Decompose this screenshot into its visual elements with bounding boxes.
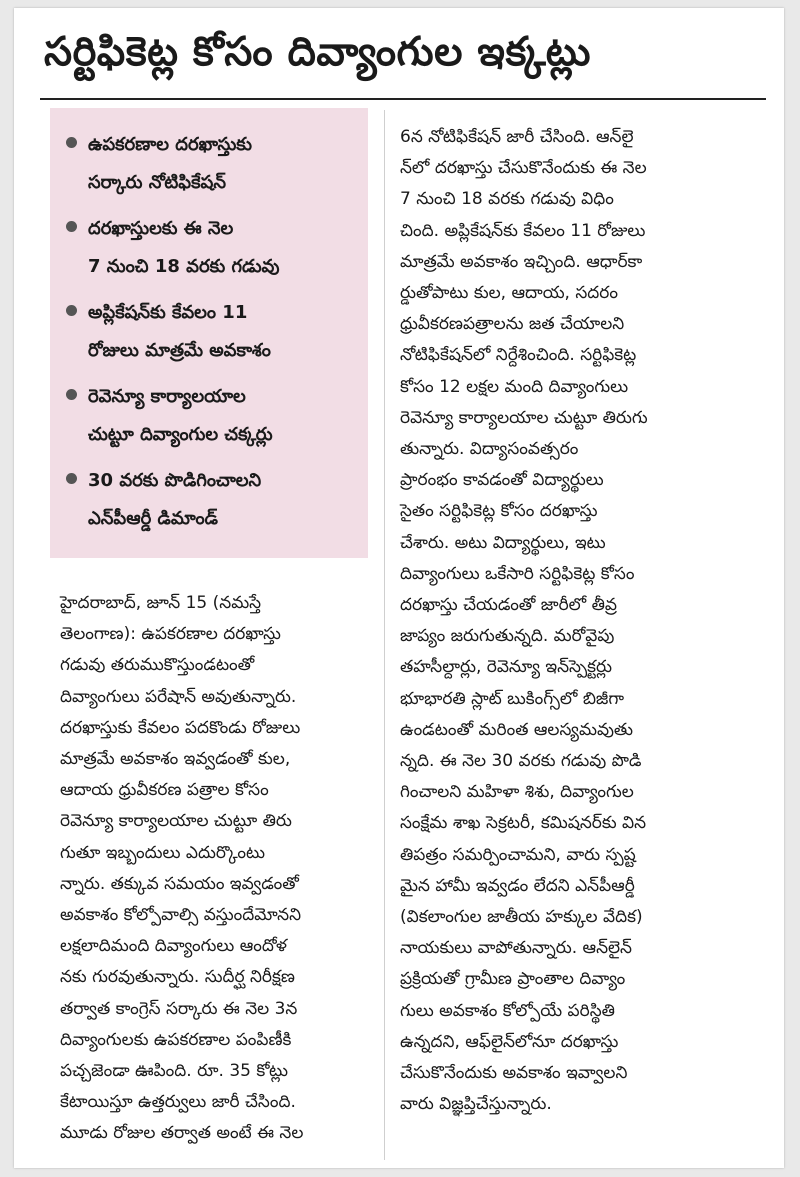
text-line: తహసీల్దార్లు, రెవెన్యూ ఇన్‌స్పెక్టర్లు — [400, 657, 612, 678]
text-line: నకు గురవుతున్నారు. సుదీర్ఘ నిరీక్షణ — [60, 967, 295, 988]
highlight-item — [62, 378, 358, 454]
text-line: ప్రారంభం కావడంతో విద్యార్థులు — [400, 470, 604, 491]
highlight-line: దరఖాస్తులకు ఈ నెల — [88, 218, 234, 239]
text-line: కోసం 12 లక్షల మంది దివ్యాంగులు — [400, 376, 629, 397]
text-line: గించాలని మహిళా శిశు, దివ్యాంగుల — [400, 782, 634, 803]
text-line: ఉన్నదని, ఆఫ్‌లైన్‌లోనూ దరఖాస్తు — [400, 1031, 619, 1052]
text-line: నోటిఫికేషన్‌లో నిర్దేశించింది. సర్టిఫికెట్ల — [400, 345, 637, 366]
highlights-box — [50, 108, 368, 558]
highlight-item — [62, 126, 358, 202]
text-line: న్నది. ఈ నెల 30 వరకు గడువు పొడి — [400, 751, 642, 772]
text-line: భూభారతి స్లాట్ బుకింగ్స్‌లో బిజీగా — [400, 688, 625, 709]
text-line: చేసుకొనేందుకు అవకాశం ఇవ్వాలని — [400, 1063, 628, 1084]
article-column-left — [60, 588, 378, 1150]
text-line: ప్రక్రియతో గ్రామీణ ప్రాంతాల దివ్యాం — [400, 969, 626, 990]
highlight-line: రోజులు మాత్రమే అవకాశం — [88, 340, 271, 361]
text-line: (వికలాంగుల జాతీయ హక్కుల వేదిక) — [400, 907, 643, 928]
highlight-item — [62, 210, 358, 286]
text-line: దరఖాస్తుకు కేవలం పదకొండు రోజులు — [60, 717, 301, 738]
highlight-item — [62, 294, 358, 370]
text-line: చింది. అప్లికేషన్‌కు కేవలం 11 రోజులు — [400, 220, 646, 241]
text-line: తున్నారు. విద్యాసంవత్సరం — [400, 439, 579, 460]
highlight-line: 7 నుంచి 18 వరకు గడువు — [88, 256, 280, 277]
text-line: చేశారు. అటు విద్యార్థులు, ఇటు — [400, 532, 606, 553]
text-line: లక్షలాదిమంది దివ్యాంగులు ఆందోళ — [60, 936, 288, 957]
text-line: రెవెన్యూ కార్యాలయాల చుట్టూ తిరు — [60, 811, 292, 832]
text-line: ధ్రువీకరణపత్రాలను జత చేయాలని — [400, 314, 625, 335]
text-line: దివ్యాంగులు పరేషాన్ అవుతున్నారు. — [60, 686, 297, 707]
bullet-icon — [66, 473, 77, 484]
text-line: న్నారు. తక్కువ సమయం ఇవ్వడంతో — [60, 873, 299, 894]
text-line: 7 నుంచి 18 వరకు గడువు విధిం — [400, 189, 614, 210]
highlight-line: చుట్టూ దివ్యాంగుల చక్కర్లు — [88, 424, 273, 445]
highlight-line: సర్కారు నోటిఫికేషన్ — [88, 172, 226, 193]
text-line: న్‌లో దరఖాస్తు చేసుకొనేందుకు ఈ నెల — [400, 158, 647, 179]
text-line: ఉండటంతో మరింత ఆలస్యమవుతు — [400, 719, 634, 740]
text-line: జాప్యం జరుగుతున్నది. మరోవైపు — [400, 626, 615, 647]
text-line: తిపత్రం సమర్పించామని, వారు స్పష్ట — [400, 844, 636, 865]
text-line: మూడు రోజుల తర్వాత అంటే ఈ నెల — [60, 1123, 304, 1144]
highlight-line: ఉపకరణాల దరఖాస్తుకు — [88, 134, 252, 155]
bullet-icon — [66, 305, 77, 316]
highlight-line: అప్లికేషన్‌కు కేవలం 11 — [88, 302, 248, 323]
text-line: సంక్షేమ శాఖ సెక్రటరీ, కమిషనర్‌కు విన — [400, 813, 647, 834]
text-line: పచ్చజెండా ఊపింది. రూ. 35 కోట్లు — [60, 1061, 288, 1082]
bullet-icon — [66, 221, 77, 232]
highlight-line: ఎన్‌పీఆర్డీ డిమాండ్ — [88, 508, 218, 529]
highlight-item — [62, 462, 358, 538]
headline: సర్టిఫికెట్ల కోసం దివ్యాంగుల ఇక్కట్లు — [44, 29, 591, 75]
text-line: మాత్రమే అవకాశం ఇచ్చింది. ఆధార్‌కా — [400, 251, 643, 272]
text-line: తెలంగాణ): ఉపకరణాల దరఖాస్తు — [60, 624, 281, 645]
text-line: ఆదాయ ధ్రువీకరణ పత్రాల కోసం — [60, 780, 269, 801]
text-line: రెవెన్యూ కార్యాలయాల చుట్టూ తిరుగు — [400, 407, 648, 428]
text-line: కేటాయిస్తూ ఉత్తర్వులు జారీ చేసింది. — [60, 1092, 296, 1113]
text-line: గులు అవకాశం కోల్పోయే పరిస్థితి — [400, 1000, 615, 1021]
highlight-line: 30 వరకు పొడిగించాలని — [88, 470, 262, 491]
text-line: 6న నోటిఫికేషన్ జారీ చేసింది. ఆన్‌లై — [400, 127, 634, 147]
text-line: గడువు తరుముకొస్తుండటంతో — [60, 655, 255, 676]
text-line: గుతూ ఇబ్బందులు ఎదుర్కొంటు — [60, 842, 265, 863]
text-line: దివ్యాంగులు ఒకేసారి సర్టిఫికెట్ల కోసం — [400, 563, 635, 584]
text-line: దరఖాస్తు చేయడంతో జారీలో తీవ్ర — [400, 595, 617, 616]
headline-rule — [40, 98, 766, 100]
bullet-icon — [66, 137, 77, 148]
text-line: నాయకులు వాపోతున్నారు. ఆన్‌లైన్ — [400, 938, 632, 959]
text-line: వారు విజ్ఞప్తిచేస్తున్నారు. — [400, 1094, 552, 1115]
text-line: మైన హామీ ఇవ్వడం లేదని ఎన్‌పీఆర్డీ — [400, 875, 635, 896]
bullet-icon — [66, 389, 77, 400]
text-line: దివ్యాంగులకు ఉపకరణాల పంపిణీకి — [60, 1029, 292, 1050]
newspaper-clipping — [14, 8, 784, 1168]
text-line: ర్డుతోపాటు కుల, ఆదాయ, సదరం — [400, 283, 618, 304]
highlight-line: రెవెన్యూ కార్యాలయాల — [88, 386, 246, 407]
text-line: మాత్రమే అవకాశం ఇవ్వడంతో కుల, — [60, 749, 291, 770]
text-line: హైదరాబాద్, జూన్ 15 (నమస్తే — [60, 593, 262, 613]
column-divider — [384, 110, 385, 1160]
article-column-right — [400, 122, 750, 1121]
text-line: అవకాశం కోల్పోవాల్సి వస్తుందేమోనని — [60, 905, 302, 926]
text-line: సైతం సర్టిఫికెట్ల కోసం దరఖాస్తు — [400, 501, 598, 522]
text-line: తర్వాత కాంగ్రెస్ సర్కారు ఈ నెల 3న — [60, 998, 298, 1019]
